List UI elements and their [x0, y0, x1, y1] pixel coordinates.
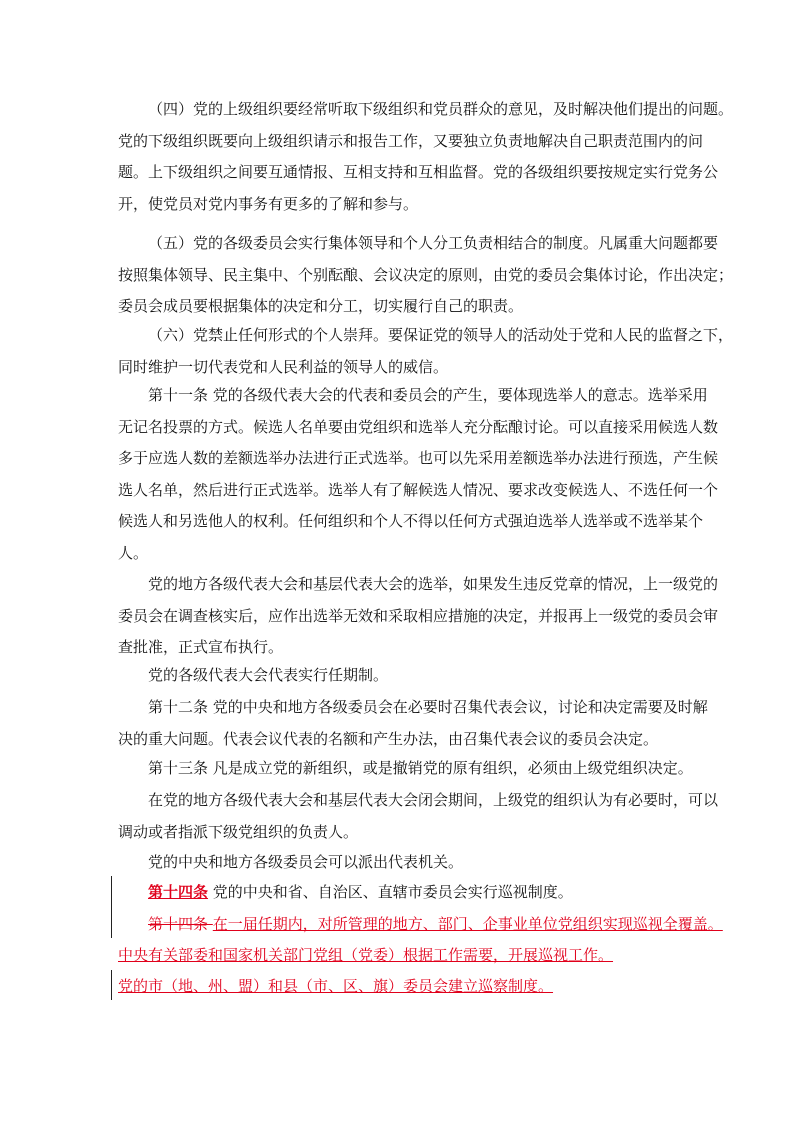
article-11-paragraph-3 [118, 660, 678, 692]
text-line: 决的重大问题。代表会议代表的名额和产生办法，由召集代表会议的委员会决定。 [118, 729, 659, 748]
article-11-paragraph-2 [118, 569, 719, 664]
text-line [118, 877, 678, 909]
text-line: 无记名投票的方式。候选人名单要由党组织和选举人充分酝酿讨论。可以直接采用候选人数 [118, 417, 719, 436]
text-line: 党的各级代表大会代表实行任期制。 [148, 666, 389, 684]
text-line: 查批准，正式宣布执行。 [118, 638, 284, 656]
inserted-text: 党的市（地、州、盟）和县（市、区、旗）委员会建立巡察制度。 [118, 977, 554, 995]
deleted-text: 第十四条 [148, 915, 213, 933]
text-line: （六）党禁止任何形式的个人崇拜。要保证党的领导人的活动处于党和人民的监督之下， [148, 326, 734, 344]
text-line: 调动或者指派下级党组织的负责人。 [118, 822, 359, 841]
article-14 [118, 877, 678, 909]
paragraph-item-5 [118, 228, 734, 323]
article-12 [118, 692, 708, 755]
text-line: 同时维护一切代表党和人民利益的领导人的威信。 [118, 357, 449, 376]
change-bar [111, 970, 112, 1000]
text-line: 委员会成员要根据集体的决定和分工，切实履行自己的职责。 [118, 297, 524, 315]
article-11 [118, 380, 719, 569]
text-line: （五）党的各级委员会实行集体领导和个人分工负责相结合的制度。凡属重大问题都要 [148, 234, 719, 252]
text-line: 候选人和另选他人的权利。任何组织和个人不得以任何方式强迫选举人选举或不选举某个 [118, 512, 704, 530]
inserted-text: 在一届任期内，对所管理的地方、部门、企事业单位党组织实现巡视全覆盖。 [212, 915, 723, 933]
revised-paragraph-3 [118, 971, 678, 1003]
paragraph-item-6 [118, 320, 734, 383]
article-13 [118, 753, 693, 785]
text-line: 开，使党员对党内事务有更多的了解和参与。 [118, 194, 419, 213]
article-14-text: 党的中央和省、自治区、直辖市委员会实行巡视制度。 [208, 883, 573, 901]
text-line: 第十三条 凡是成立党的新组织，或是撤销党的原有组织，必须由上级党组织决定。 [148, 759, 693, 777]
text-line: 第十二条 党的中央和地方各级委员会在必要时召集代表会议，讨论和决定需要及时解 [148, 698, 708, 716]
text-line: 多于应选人数的差额选举办法进行正式选举。也可以先采用差额选举办法进行预选，产生候 [118, 449, 719, 467]
text-line [118, 909, 723, 941]
text-line: 委员会在调查核实后，应作出选举无效和采取相应措施的决定，并报再上一级党的委员会审 [118, 606, 719, 625]
paragraph-item-4 [118, 94, 734, 220]
text-line: 党的下级组织既要向上级组织请示和报告工作，又要独立负责地解决自己职责范围内的问 [118, 131, 704, 150]
change-bar [111, 876, 112, 938]
revised-paragraph-2 [118, 940, 678, 972]
revised-paragraph-1 [118, 909, 723, 941]
text-line: （四）党的上级组织要经常听取下级组织和党员群众的意见，及时解决他们提出的问题。 [148, 100, 734, 118]
article-13-paragraph-3 [118, 847, 678, 879]
inserted-article-heading: 第十四条 [148, 883, 209, 901]
text-line: 党的地方各级代表大会和基层代表大会的选举，如果发生违反党章的情况，上一级党的 [148, 575, 719, 593]
text-line: 题。上下级组织之间要互通情报、互相支持和互相监督。党的各级组织要按规定实行党务公 [118, 163, 719, 181]
text-line: 第十一条 党的各级代表大会的代表和委员会的产生，要体现选举人的意志。选举采用 [148, 386, 708, 404]
article-13-paragraph-2 [118, 785, 719, 848]
text-line: 人。 [118, 543, 149, 562]
inserted-text: 中央有关部委和国家机关部门党组（党委）根据工作需要，开展巡视工作。 [118, 946, 614, 964]
text-line: 选人名单，然后进行正式选举。选举人有了解候选人情况、要求改变候选人、不选任何一个 [118, 480, 719, 499]
text-line: 在党的地方各级代表大会和基层代表大会闭会期间，上级党的组织认为有必要时，可以 [148, 791, 719, 809]
text-line: 按照集体领导、民主集中、个别酝酿、会议决定的原则，由党的委员会集体讨论，作出决定； [118, 265, 734, 284]
text-line: 党的中央和地方各级委员会可以派出代表机关。 [148, 853, 464, 871]
